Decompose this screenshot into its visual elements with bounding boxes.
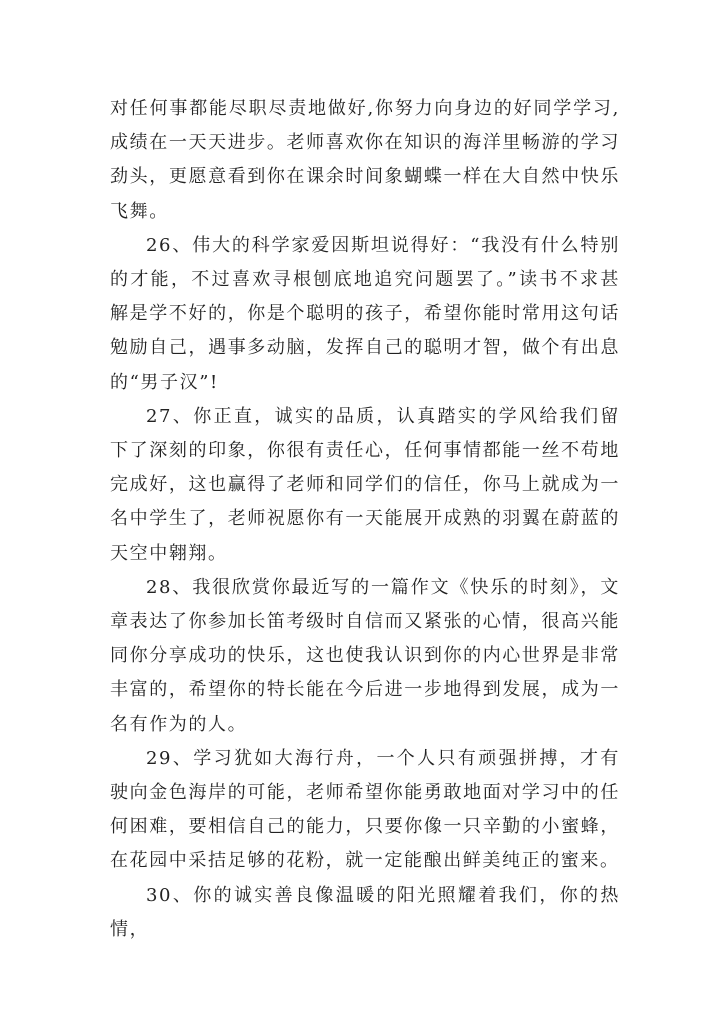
paragraph-29: 29、学习犹如大海行舟，一个人只有顽强拼搏，才有驶向金色海岸的可能，老师希望你能勇敢地面对学习中的任何困难，要相信自己的能力，只要你像一只辛勤的小蜜蜂，在花园中采拮足够的花粉，就一定能酿出鲜美纯正的蜜来。 <box>110 747 620 872</box>
paragraph-28: 28、我很欣赏你最近写的一篇作文《快乐的时刻》，文章表达了你参加长笛考级时自信而又紧张的心情，很高兴能同你分享成功的快乐，这也使我认识到你的内心世界是非常丰富的，希望你的特长能在今后进一步地得到发展，成为一名有作为的人。 <box>110 576 620 735</box>
paragraph-26: 26、伟大的科学家爱因斯坦说得好：“我没有什么特别的才能，不过喜欢寻根刨底地追究问题罢了。”读书不求甚解是学不好的，你是个聪明的孩子，希望你能时常用这句话勉励自己，遇事多动脑，发挥自己的聪明才智，做个有出息的“男子汉”! <box>110 234 620 393</box>
paragraph-continuation: 对任何事都能尽职尽责地做好,你努力向身边的好同学学习,成绩在一天天进步。老师喜欢你在知识的海洋里畅游的学习劲头，更愿意看到你在课余时间象蝴蝶一样在大自然中快乐飞舞。 <box>110 98 620 222</box>
document-page <box>110 92 620 947</box>
paragraph-27: 27、你正直，诚实的品质，认真踏实的学风给我们留下了深刻的印象，你很有责任心，任何事情都能一丝不苟地完成好，这也赢得了老师和同学们的信任，你马上就成为一名中学生了，老师祝愿你有一天能展开成熟的羽翼在蔚蓝的天空中翱翔。 <box>110 405 620 564</box>
paragraph-30: 30、你的诚实善良像温暖的阳光照耀着我们，你的热情， <box>110 884 620 940</box>
